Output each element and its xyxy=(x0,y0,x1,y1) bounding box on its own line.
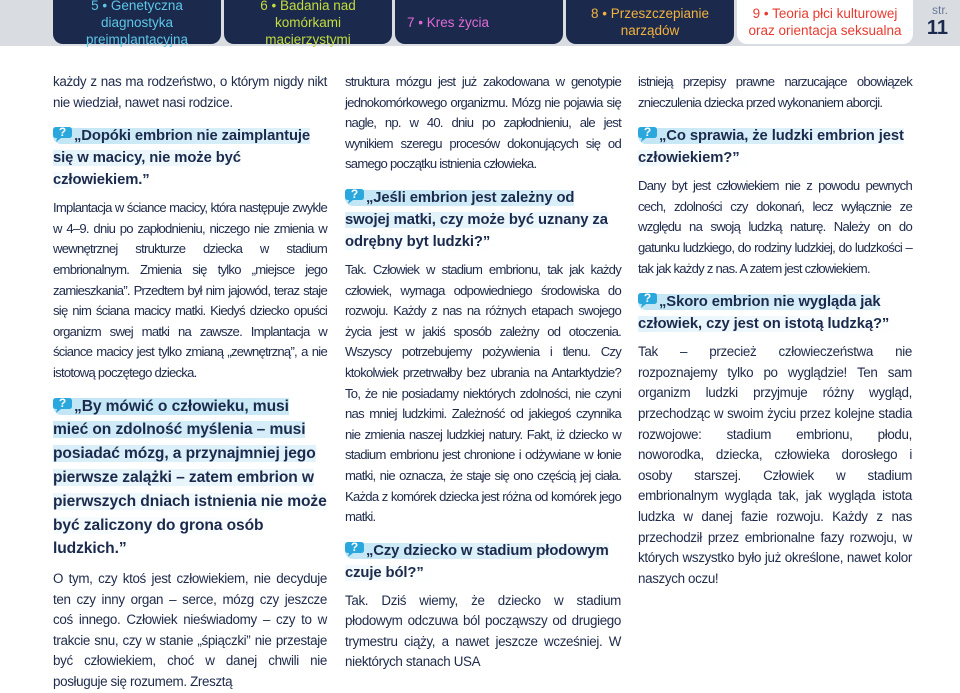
speech-bubble-question-icon: ? xyxy=(53,127,72,141)
text-column-2 xyxy=(345,72,621,673)
text-column-3 xyxy=(638,72,912,589)
question-heading xyxy=(638,125,912,169)
question-heading xyxy=(53,395,327,562)
tab-label: Kres życia xyxy=(426,14,490,30)
paragraph: Tak. Człowiek w stadium embrionu, tak jak każdy człowiek, wymaga odpowiedniego środowiska do rozwoju. Każdy z nas na różnych etapach swojego życia jest w jakiś sposób zależny od otoczenia. Wszyscy potrzebujemy pożywienia i tlenu. Czy ktokolwiek przetrwałby bez ubrania na Antarktydzie? To, że nie posiadamy niektórych zdolności, nie czyni nas mniej ludzkimi. Zależność od jakiegoś czynnika nie zmienia naszej ludzkiej natury. Fakt, iż dziecko w stadium embrionu jest chronione i odżywiane w łonie matki, nie oznacza, że staje się ono częścią jej ciała. Każda z komórek dziecka jest różna od komórek jego matki. xyxy=(345,261,621,525)
question-highlight xyxy=(53,125,311,189)
tab-genetic-diagnosis[interactable]: 5 • Genetyczna diagnostyka preimplantacyjna xyxy=(53,0,221,44)
tab-end-of-life[interactable]: 7 • Kres życia xyxy=(395,0,563,44)
tab-number: 7 xyxy=(407,14,415,30)
speech-bubble-question-icon: ? xyxy=(638,293,657,307)
question-heading xyxy=(53,125,327,191)
question-text: „Jeśli embrion jest zależny od swojej matki, czy może być uznany za odrębny byt ludzki?” xyxy=(345,189,608,250)
tab-number: 5 xyxy=(91,0,99,13)
tab-number: 9 xyxy=(752,6,761,21)
speech-bubble-question-icon: ? xyxy=(345,189,364,203)
paragraph: Tak – przecież człowieczeństwa nie rozpoznajemy tylko po wyglądzie! Ten sam organizm ludzki przyjmuje różny wygląd, przechodząc w swoim życiu przez kolejne stadia rozwojowe: stadium embrionu, płodu, noworodka, dziecka, człowieka dorosłego i osoby starszej. Człowiek w stadium embrionalnym wygląda tak, jak wygląda istota ludzka w danej fazie rozwoju. Każdy z nas przechodził przez embrionalne fazy rozwoju, w których wszystko było już określone, nawet kolor naszych oczu! xyxy=(638,344,912,586)
tab-label: Przeszczepianie narządów xyxy=(610,6,710,38)
tab-label: Genetyczna diagnostyka preimplantacyjna xyxy=(85,0,189,47)
paragraph: istnieją przepisy prawne narzucające obowiązek znieczulenia dziecka przed wykonaniem aborcji. xyxy=(638,74,912,110)
tab-number: 6 xyxy=(260,0,268,13)
question-text: „Dopóki embrion nie zaimplantuje się w macicy, nie może być człowiekiem.” xyxy=(53,128,311,189)
question-highlight xyxy=(638,125,904,167)
page-number: 11 xyxy=(926,17,948,39)
question-highlight xyxy=(638,291,903,333)
tab-stem-cells[interactable]: 6 • Badania nad komórkami macierzystymi xyxy=(224,0,392,44)
header-bar xyxy=(0,0,960,50)
paragraph: O tym, czy ktoś jest człowiekiem, nie decyduje ten czy inny organ – serce, mózg czy jeszcze coś innego. Człowiek nieświadomy – czy to w trakcie snu, czy w stanie „śpiączki” nie przestaje być człowiekiem, choć w danej chwili nie posługuje się rozumem. Zresztą xyxy=(53,571,327,690)
paragraph: Implantacja w ściance macicy, która następuje zwykle w 4–9. dniu po zapłodnieniu, niczego nie zmienia w wewnętrznej strukturze dziecka w stadium embrionalnym. Zmienia się tylko „miejsce jego zamieszkania”. Przedtem był nim jajowód, teraz staje się nim ściana macicy matki. Kiedyś dziecko opuści organizm swej matki na zawsze. Implantacja w ściance macicy jest tylko zmianą „zewnętrzną”, a nie istotową poczętego dziecka. xyxy=(53,200,327,380)
tab-label: Badania nad komórkami macierzystymi xyxy=(265,0,356,47)
question-highlight xyxy=(345,186,608,250)
page-number-label xyxy=(927,4,948,40)
speech-bubble-question-icon: ? xyxy=(345,542,364,556)
question-text: „Skoro embrion nie wygląda jak człowiek, czy jest on istotą ludzką?” xyxy=(638,294,890,333)
tab-number: 8 xyxy=(590,6,599,21)
paragraph: każdy z nas ma rodzeństwo, o którym nigdy nikt nie wiedział, nawet nasi rodzice. xyxy=(53,74,327,110)
question-heading xyxy=(345,187,621,253)
question-heading xyxy=(638,291,912,335)
paragraph: Dany byt jest człowiekiem nie z powodu pewnych cech, zdolności czy dokonań, lecz wyłącznie ze względu na swoją ludzką naturę. Należy on do gatunku ludzkiego, do rodziny ludzkiej, do ludzkości – tak jak każdy z nas. A zatem jest człowiekiem. xyxy=(638,178,912,276)
tab-organ-transplant[interactable]: 8 • Przeszczepianie narządów xyxy=(566,0,734,44)
question-highlight xyxy=(53,395,327,558)
question-text: „Czy dziecko w stadium płodowym czuje ból?” xyxy=(345,542,609,581)
paragraph: Tak. Dziś wiemy, że dziecko w stadium płodowym odczuwa ból począwszy od drugiego trymestru ciąży, a nawet jeszcze wcześniej. W niektórych stanach USA xyxy=(345,592,621,670)
speech-bubble-question-icon: ? xyxy=(638,127,657,141)
question-highlight xyxy=(345,539,609,581)
question-heading xyxy=(345,540,621,584)
page-prefix: str. xyxy=(931,3,948,17)
speech-bubble-question-icon: ? xyxy=(53,398,72,412)
text-column-1 xyxy=(53,72,327,693)
question-text: „By mówić o człowieku, musi mieć on zdolność myślenia – musi posiadać mózg, a przynajmniej jego pierwsze zalążki – zatem embrion w pierwszych dniach istnienia nie może być zaliczony do grona osób ludzkich.” xyxy=(53,397,327,558)
paragraph: struktura mózgu jest już zakodowana w genotypie jednokomórkowego organizmu. Mózg nie pojawia się nagle, np. w 40. dniu po zapłodnieniu, ale jest wynikiem szeregu procesów dokonujących się od samego początku istnienia człowieka. xyxy=(345,74,621,172)
question-text: „Co sprawia, że ludzki embrion jest człowiekiem?” xyxy=(638,128,904,167)
tab-gender-theory[interactable]: 9 • Teoria płci kulturowej oraz orientacja seksualna xyxy=(737,0,913,44)
tab-label: Teoria płci kulturowej oraz orientacja seksualna xyxy=(748,6,902,38)
